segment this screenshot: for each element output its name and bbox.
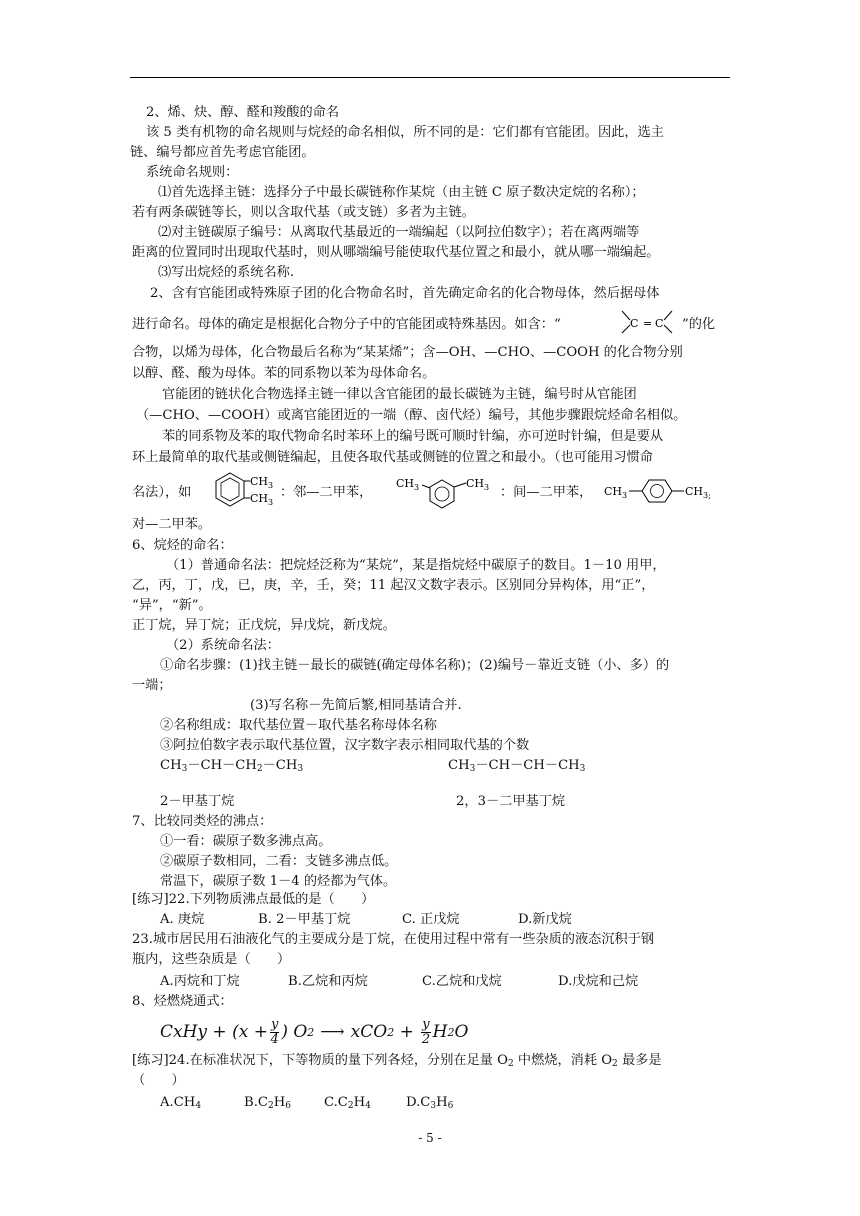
choice-a: A.丙烷和丁烷 <box>160 974 240 989</box>
svg-text:CH3: $CH_3$ <box>250 492 274 507</box>
compound-name: 2，3－二甲基丁烷 <box>456 794 566 809</box>
text-line: ①一看：碳原子数多沸点高。 <box>160 834 332 849</box>
text-line: ①命名步骤：(1)找主链－最长的碳链(确定母体名称)；(2)编号－靠近支链（小、多）的 <box>160 658 670 673</box>
text-line: 正丁烷，异丁烷；正戊烷，异戊烷，新戊烷。 <box>132 618 396 633</box>
text-line: （—CHO、—COOH）或离官能团近的一端（醇、卤代烃）编号，其他步骤跟烷烃命名相似。 <box>136 408 687 423</box>
section-title: 2、含有官能团或特殊原子团的化合物命名时，首先确定命名的化合物母体，然后据母体 <box>150 286 660 301</box>
choice-b: B.乙烷和丙烷 <box>288 974 368 989</box>
text-line: ：间—二甲苯， <box>500 485 593 500</box>
text-line: 系统命名规则： <box>146 165 239 180</box>
text-line: 链、编号都应首先考虑官能团。 <box>130 145 315 160</box>
text-line: （2）系统命名法： <box>166 638 280 653</box>
svg-text:CH3: $CH_3$ <box>604 485 628 500</box>
section-title: 8、烃燃烧通式： <box>132 994 233 1009</box>
text-line: 名法），如 <box>132 485 192 500</box>
question-22: [练习]22.下列物质沸点最低的是（ ） <box>132 892 375 907</box>
question-24: [练习]24.在标准状况下，下等物质的量下列各烃，分别在足量 $O_2$ 中燃烧，消耗 $O_2$ 最多是 <box>132 1053 662 1069</box>
ortho-xylene-structure <box>212 470 276 512</box>
text-line: ⑴首先选择主链：选择分子中最长碳链称作某烷（由主链 C 原子数决定烷的名称）； <box>158 185 645 200</box>
section-title: 6、烷烃的命名： <box>132 538 233 553</box>
text-line: 常温下，碳原子数 1－4 的烃都为气体。 <box>160 874 397 889</box>
text-line: 官能团的链状化合物选择主链一律以含官能团的最长碳链为主链，编号时从官能团 <box>162 387 637 402</box>
meta-xylene-structure <box>396 474 496 514</box>
svg-text:CH3;: $CH_{3;}$ <box>685 485 711 500</box>
choice-d: D.新戊烷 <box>518 912 572 927</box>
text-line: ③阿拉伯数字表示取代基位置，汉字数字表示相同取代基的个数 <box>160 738 530 753</box>
choice-b: B. 2－甲基丁烷 <box>258 912 351 927</box>
choice-d: $D.C_3H_6$ <box>406 1095 454 1111</box>
text-line: 瓶内，这些杂质是（ ） <box>132 952 291 967</box>
choice-c: C.乙烷和戊烷 <box>422 974 502 989</box>
text-line: ②名称组成：取代基位置－取代基名称母体名称 <box>160 718 437 733</box>
choice-b: $B.C_2H_6$ <box>244 1095 291 1111</box>
combustion-equation: CxHy + (x + $\frac{y}{4}$ ) O 2 ⟶ xCO 2 + $\frac{y}{2}$ H 2 O <box>160 1016 469 1047</box>
text-line: “异”，“新”。 <box>132 598 212 613</box>
text-line: ⑵对主链碳原子编号：从离取代基最近的一端编起（以阿拉伯数字）；若在离两端等 <box>158 225 640 240</box>
svg-text:CH3: $CH_3$ <box>396 477 420 492</box>
choice-c: $C.C_2H_4$ <box>324 1095 371 1111</box>
choice-d: D.戊烷和己烷 <box>558 974 639 989</box>
section-title: 7、比较同类烃的沸点： <box>132 814 273 829</box>
text-line: ⑶写出烷烃的系统名称. <box>158 265 295 280</box>
text-line: （1）普通命名法：把烷烃泛称为“某烷”，某是指烷烃中碳原子的数目。1－10 用甲， <box>166 558 666 573</box>
alkene-c1: C <box>630 317 639 330</box>
alkene-double-bond: = <box>643 317 653 330</box>
alkene-structure <box>616 308 678 336</box>
text-line: 乙，丙，丁，戊，已，庚，辛，壬，癸；11 起汉文数字表示。区别同分异构体，用“正”， <box>132 578 655 593</box>
choice-a: A. 庚烷 <box>160 912 205 927</box>
text-line: ：邻—二甲苯， <box>280 485 373 500</box>
question-23: 23.城市居民用石油液化气的主要成分是丁烷，在使用过程中常有一些杂质的液态沉积于钢 <box>132 932 655 947</box>
text-line: 该 5 类有机物的命名规则与烷烃的命名相似，所不同的是：它们都有官能团。因此，选主 <box>146 125 664 140</box>
alkene-c2: C <box>655 317 664 330</box>
para-xylene-structure <box>604 478 720 504</box>
section-title: 2、烯、炔、醇、醛和羧酸的命名 <box>146 105 340 120</box>
text-line: 合物，以烯为母体，化合物最后名称为“某某烯”；含—OH、—CHO、—COOH 的化合物分别 <box>132 345 683 360</box>
svg-text:CH3: $CH_3$ <box>466 477 490 492</box>
text-line: 以醇、醛、酸为母体。苯的同系物以苯为母体命名。 <box>132 366 436 381</box>
formula-23-dimethylbutane: $CH_3-CH-CH-CH_3$ <box>448 758 586 774</box>
svg-text:CH3: $CH_3$ <box>250 475 274 490</box>
text-line: 若有两条碳链等长，则以含取代基（或支链）多者为主链。 <box>132 205 475 220</box>
text-line: 进行命名。母体的确定是根据化合物分子中的官能团或特殊基因。如含：“ <box>132 317 561 332</box>
choice-c: C. 正戊烷 <box>402 912 460 927</box>
header-rule <box>130 77 730 78</box>
page-number: - 5 - <box>418 1131 442 1145</box>
text-line: (3)写名称－先简后繁,相同基请合并. <box>250 698 462 713</box>
text-line: ”的化 <box>682 317 716 332</box>
text-line: 一端； <box>132 678 172 693</box>
text-line: （ ） <box>132 1073 185 1088</box>
text-line: 对—二甲苯。 <box>132 517 212 532</box>
text-line: 环上最简单的取代基或侧链编起，且使各取代基或侧链的位置之和最小。（也可能用习惯命 <box>132 450 653 465</box>
text-line: 距离的位置同时出现取代基时，则从哪端编号能使取代基位置之和最小，就从哪一端编起。 <box>132 245 660 260</box>
compound-name: 2－甲基丁烷 <box>160 794 235 809</box>
formula-2-methylbutane: $CH_3-CH-CH_2-CH_3$ <box>160 758 304 774</box>
choice-a: $A.CH_4$ <box>160 1095 202 1111</box>
text-line: 苯的同系物及苯的取代物命名时苯环上的编号既可顺时针编，亦可逆时针编，但是要从 <box>162 429 664 444</box>
text-line: ②碳原子数相同，二看：支链多沸点低。 <box>160 854 398 869</box>
